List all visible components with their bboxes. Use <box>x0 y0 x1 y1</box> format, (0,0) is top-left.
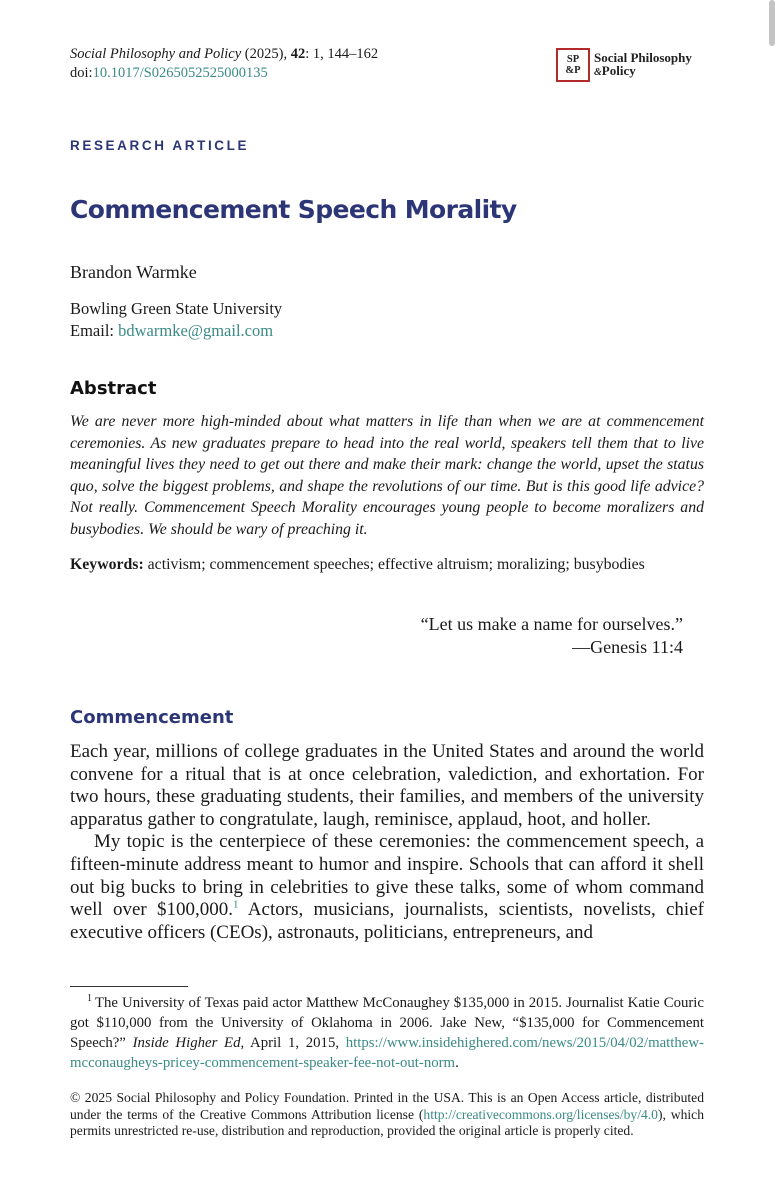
author-name: Brandon Warmke <box>70 262 197 282</box>
doi-line <box>70 64 378 83</box>
journal-logo <box>556 48 692 82</box>
epigraph-source: —Genesis 11:4 <box>572 637 683 657</box>
keywords-list: activism; commencement speeches; effective altruism; moralizing; busybodies <box>143 556 645 573</box>
journal-citation <box>70 45 378 83</box>
copyright-text-b: ), which permits unrestricted re-use, distribution and reproduction, provided the original article is properly cited. <box>70 1106 705 1138</box>
copyright-notice <box>70 1090 704 1140</box>
journal-volume: 42 <box>290 46 306 62</box>
logo-line-1: Social Philosophy <box>594 50 692 65</box>
logo-mark <box>556 48 590 82</box>
footnote-source: Inside Higher Ed <box>132 1035 241 1051</box>
footnote-number: 1 <box>87 993 92 1005</box>
citation-line <box>70 45 378 64</box>
body-text <box>70 741 704 944</box>
journal-issue-pages: : 1, 144–162 <box>305 46 379 62</box>
footnote-divider <box>70 986 188 987</box>
footnote-text-b: , April 1, 2015, <box>240 1035 346 1051</box>
license-link[interactable]: http://creativecommons.org/licenses/by/4.0 <box>423 1106 658 1122</box>
footnote-text-a: The University of Texas paid actor Matthew McConaughey $135,000 in 2015. Journalist Katie Couric got $110,000 from the University of Oklahoma in 2006. Jake New, “$135,000 for Commencement Speech?” <box>70 995 704 1051</box>
footnote-ref-1[interactable]: 1 <box>233 898 239 911</box>
scrollbar[interactable] <box>769 0 775 46</box>
article-type: RESEARCH ARTICLE <box>70 138 250 153</box>
epigraph <box>421 613 683 659</box>
journal-name: Social Philosophy and Policy <box>70 46 242 62</box>
affiliation-name: Bowling Green State University <box>70 299 283 318</box>
footnote-end: . <box>455 1055 459 1071</box>
abstract-heading: Abstract <box>70 378 157 399</box>
keywords-label: Keywords: <box>70 556 144 573</box>
paragraph-2-part-b: Actors, musicians, journalists, scientists, novelists, chief executive officers (CEOs), astronauts, politicians, entrepreneurs, and <box>70 899 704 943</box>
footnote-1 <box>70 993 704 1073</box>
paragraph-2 <box>70 831 704 944</box>
paragraph-1: Each year, millions of college graduates in the United States and around the world convene for a ritual that is at once celebration, valediction, and exhortation. For two hours, these graduating students, their families, and members of the university apparatus gather to congratulate, laugh, reminisce, applaud, hoot, and holler. <box>70 741 704 830</box>
logo-wordmark <box>594 51 692 79</box>
email-link[interactable]: bdwarmke@gmail.com <box>118 321 274 340</box>
logo-mark-ap: &P <box>565 65 581 76</box>
email-label: Email: <box>70 321 119 340</box>
doi-link[interactable]: 10.1017/S0265052525000135 <box>92 65 268 81</box>
epigraph-quote: “Let us make a name for ourselves.” <box>420 614 683 634</box>
logo-line-2 <box>594 64 692 79</box>
author-affiliation <box>70 298 282 342</box>
doi-prefix: doi: <box>70 65 93 81</box>
article-title: Commencement Speech Morality <box>70 195 517 224</box>
paragraph-2-part-a: My topic is the centerpiece of these ceremonies: the commencement speech, a fifteen-minute address meant to humor and inspire. Schools that can afford it shell out big bucks to bring in celebrities to give these talks, some of whom command well over $100,000. <box>70 831 704 921</box>
logo-amp: & <box>594 67 602 78</box>
footnote-link[interactable]: https://www.insidehighered.com/news/2015/04/02/matthew-mcconaugheys-pricey-commencement-speaker-fee-not-out-norm <box>70 1035 704 1071</box>
logo-policy: Policy <box>601 63 636 78</box>
abstract-text: We are never more high-minded about what matters in life than when we are at commencement ceremonies. As new graduates prepare to head into the real world, speakers tell them that to live meaningful lives they need to get out there and make their mark: change the world, upset the status quo, solve the biggest problems, and shape the revolutions of our time. But is this good life advice? Not really. Commencement Speech Morality encourages young people to become moralizers and busybodies. We should be wary of preaching it. <box>70 413 704 538</box>
email-line <box>70 320 282 342</box>
keywords <box>70 556 710 574</box>
logo-mark-sp: SP <box>566 54 580 65</box>
journal-year: (2025), <box>241 46 291 62</box>
section-heading: Commencement <box>70 707 234 728</box>
copyright-text-a: © 2025 Social Philosophy and Policy Foundation. Printed in the USA. This is an Open Access article, distributed under the terms of the Creative Commons Attribution license ( <box>70 1090 704 1122</box>
